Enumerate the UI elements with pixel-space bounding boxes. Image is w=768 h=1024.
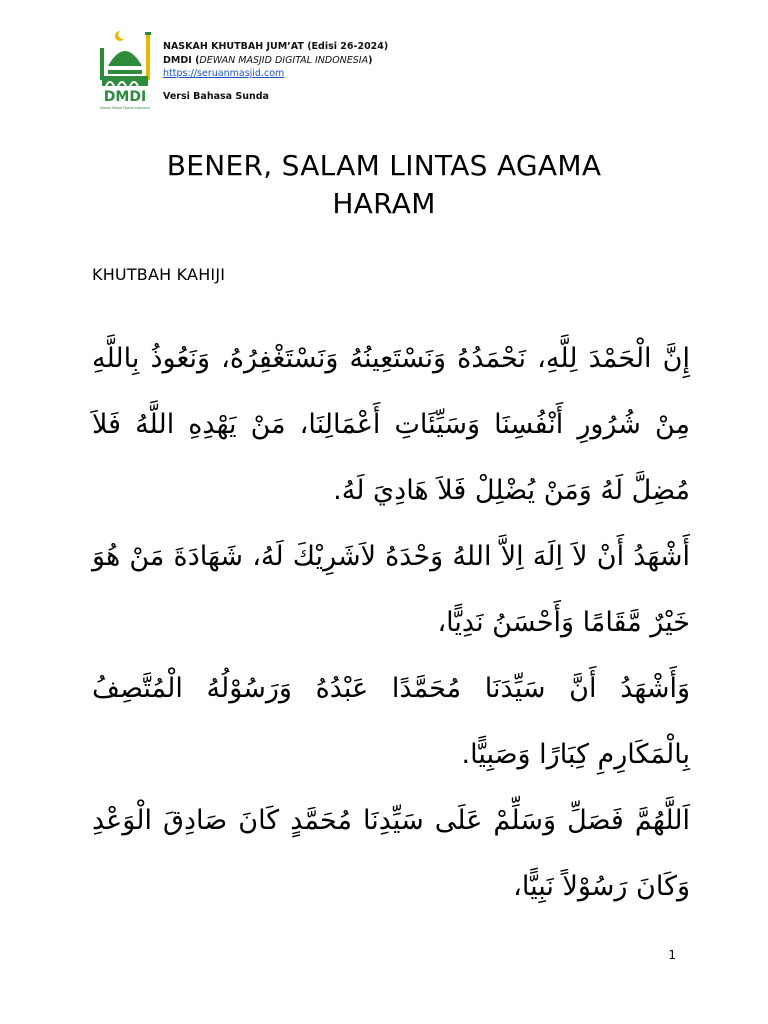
dmdi-logo-icon xyxy=(96,28,154,112)
page-number: 1 xyxy=(668,948,676,962)
arabic-text-body xyxy=(92,326,690,920)
logo-tagline: Dewan Masjid Digital Indonesia xyxy=(100,106,150,110)
document-header xyxy=(163,40,388,103)
page-title-line-1: BENER, SALAM LINTAS AGAMA xyxy=(166,149,602,182)
header-organization: DMDI (DEWAN MASJID DIGITAL INDONESIA) xyxy=(163,54,373,66)
page-title-line-2: HARAM xyxy=(332,187,436,220)
section-heading: KHUTBAH KAHIJI xyxy=(92,265,226,284)
arabic-paragraph: أَشْهَدُ أَنْ لاَ اِلَهَ اِلاَّ اللهُ وَحْدَهُ لاَشَرِيْكَ لَهُ، شَهَادَةَ مَنْ هُوَ خَيْرٌ مَّقَامًا وَأَحْسَنُ نَدِيًّا، xyxy=(92,541,690,638)
version-label: Versi Bahasa Sunda xyxy=(163,90,269,102)
arabic-paragraph: اَللَّهُمَّ فَصَلِّ وَسَلِّمْ عَلَى سَيِّدِنَا مُحَمَّدٍ كَانَ صَادِقَ الْوَعْدِ وَكَانَ رَسُوْلاً نَبِيًّا، xyxy=(92,805,690,902)
page-title xyxy=(60,147,708,223)
header-edition: NASKAH KHUTBAH JUM’AT (Edisi 26-2024) xyxy=(163,41,389,52)
logo-text: DMDI xyxy=(103,89,147,105)
arabic-paragraph: إِنَّ الْحَمْدَ لِلَّهِ، نَحْمَدُهُ وَنَسْتَعِينُهُ وَنَسْتَغْفِرُهُ، وَنَعُوذُ بِاللَّهِ مِنْ شُرُورِ أَنْفُسِنَا وَسَيِّئَاتِ أَعْمَالِنَا، مَنْ يَهْدِهِ اللَّهُ فَلاَ مُضِلَّ لَهُ وَمَنْ يُضْلِلْ فَلاَ هَادِيَ لَهُ. xyxy=(92,343,690,506)
arabic-paragraph: وَأَشْهَدُ أَنَّ سَيِّدَنَا مُحَمَّدًا عَبْدُهُ وَرَسُوْلُهُ الْمُتَّصِفُ بِالْمَكَارِمِ كِبَارًا وَصَبِيًّا. xyxy=(92,673,690,770)
website-link[interactable]: https://seruanmasjid.com xyxy=(163,68,285,79)
